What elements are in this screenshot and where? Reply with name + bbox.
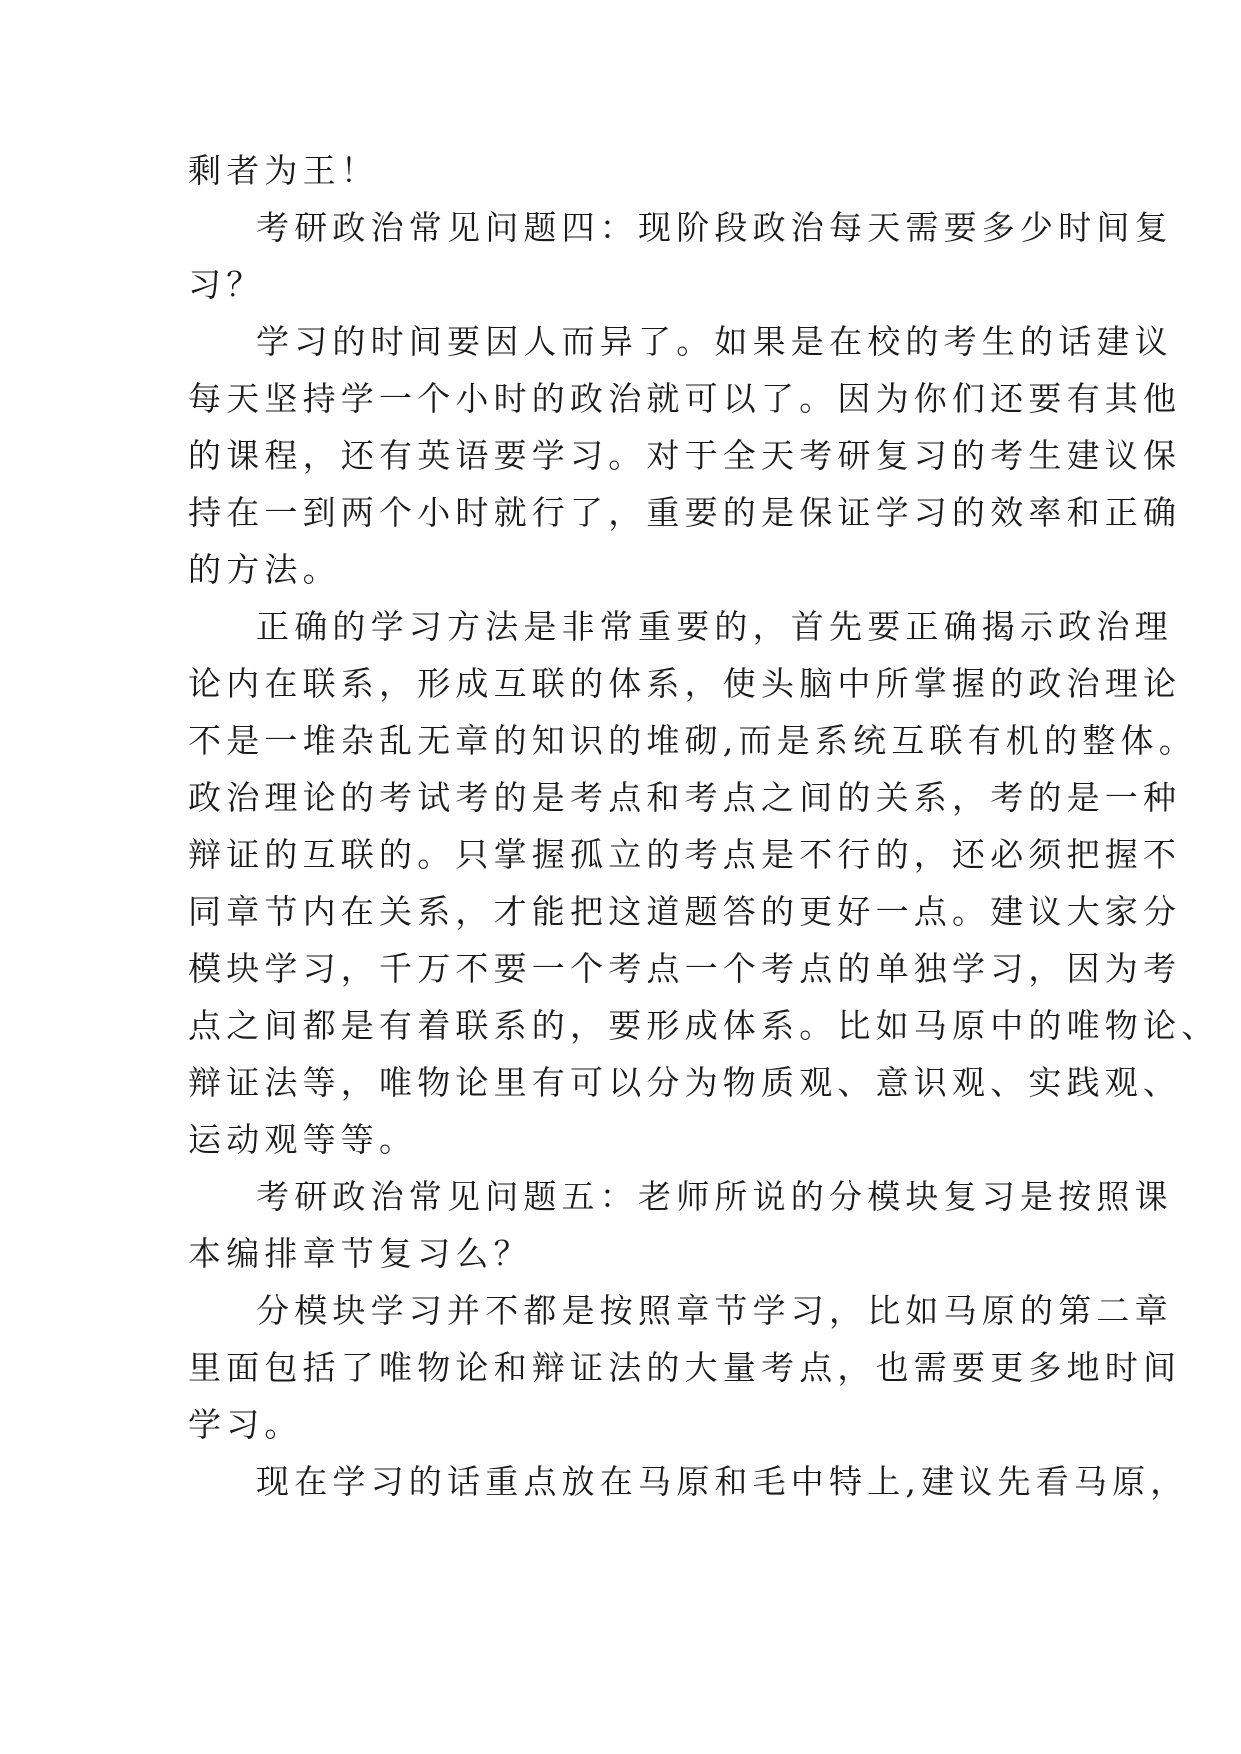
text-line: 持在一到两个小时就行了，重要的是保证学习的效率和正确 [188,493,1182,532]
text-line: 论内在联系，形成互联的体系，使头脑中所掌握的政治理论 [188,664,1182,703]
text-line: 政治理论的考试考的是考点和考点之间的关系，考的是一种 [188,778,1182,817]
paragraph-start: 现在学习的话重点放在马原和毛中特上,建议先看马原， [256,1462,1189,1501]
text-line: 辩证法等，唯物论里有可以分为物质观、意识观、实践观、 [188,1063,1182,1102]
text-line: 模块学习，千万不要一个考点一个考点的单独学习，因为考 [188,949,1182,988]
question-heading: 考研政治常见问题五：老师所说的分模块复习是按照课 [256,1177,1173,1216]
text-line: 里面包括了唯物论和辩证法的大量考点，也需要更多地时间 [188,1348,1182,1387]
question-heading: 考研政治常见问题四：现阶段政治每天需要多少时间复 [256,208,1173,247]
text-line: 习？ [188,265,265,304]
paragraph-start: 正确的学习方法是非常重要的，首先要正确揭示政治理 [256,607,1173,646]
text-line: 每天坚持学一个小时的政治就可以了。因为你们还要有其他 [188,379,1182,418]
text-line: 同章节内在关系，才能把这道题答的更好一点。建议大家分 [188,892,1182,931]
text-line: 辩证的互联的。只掌握孤立的考点是不行的，还必须把握不 [188,835,1182,874]
text-line: 的课程，还有英语要学习。对于全天考研复习的考生建议保 [188,436,1182,475]
paragraph-start: 分模块学习并不都是按照章节学习，比如马原的第二章 [256,1291,1173,1330]
text-line: 剩者为王！ [188,151,379,190]
text-line: 点之间都是有着联系的，要形成体系。比如马原中的唯物论、 [188,1006,1220,1045]
text-line: 运动观等等。 [188,1120,418,1159]
text-line: 本编排章节复习么？ [188,1234,532,1273]
text-line: 不是一堆杂乱无章的知识的堆砌,而是系统互联有机的整体。 [188,721,1197,760]
text-line: 学习。 [188,1405,303,1444]
text-line: 的方法。 [188,550,341,589]
paragraph-start: 学习的时间要因人而异了。如果是在校的考生的话建议 [256,322,1173,361]
